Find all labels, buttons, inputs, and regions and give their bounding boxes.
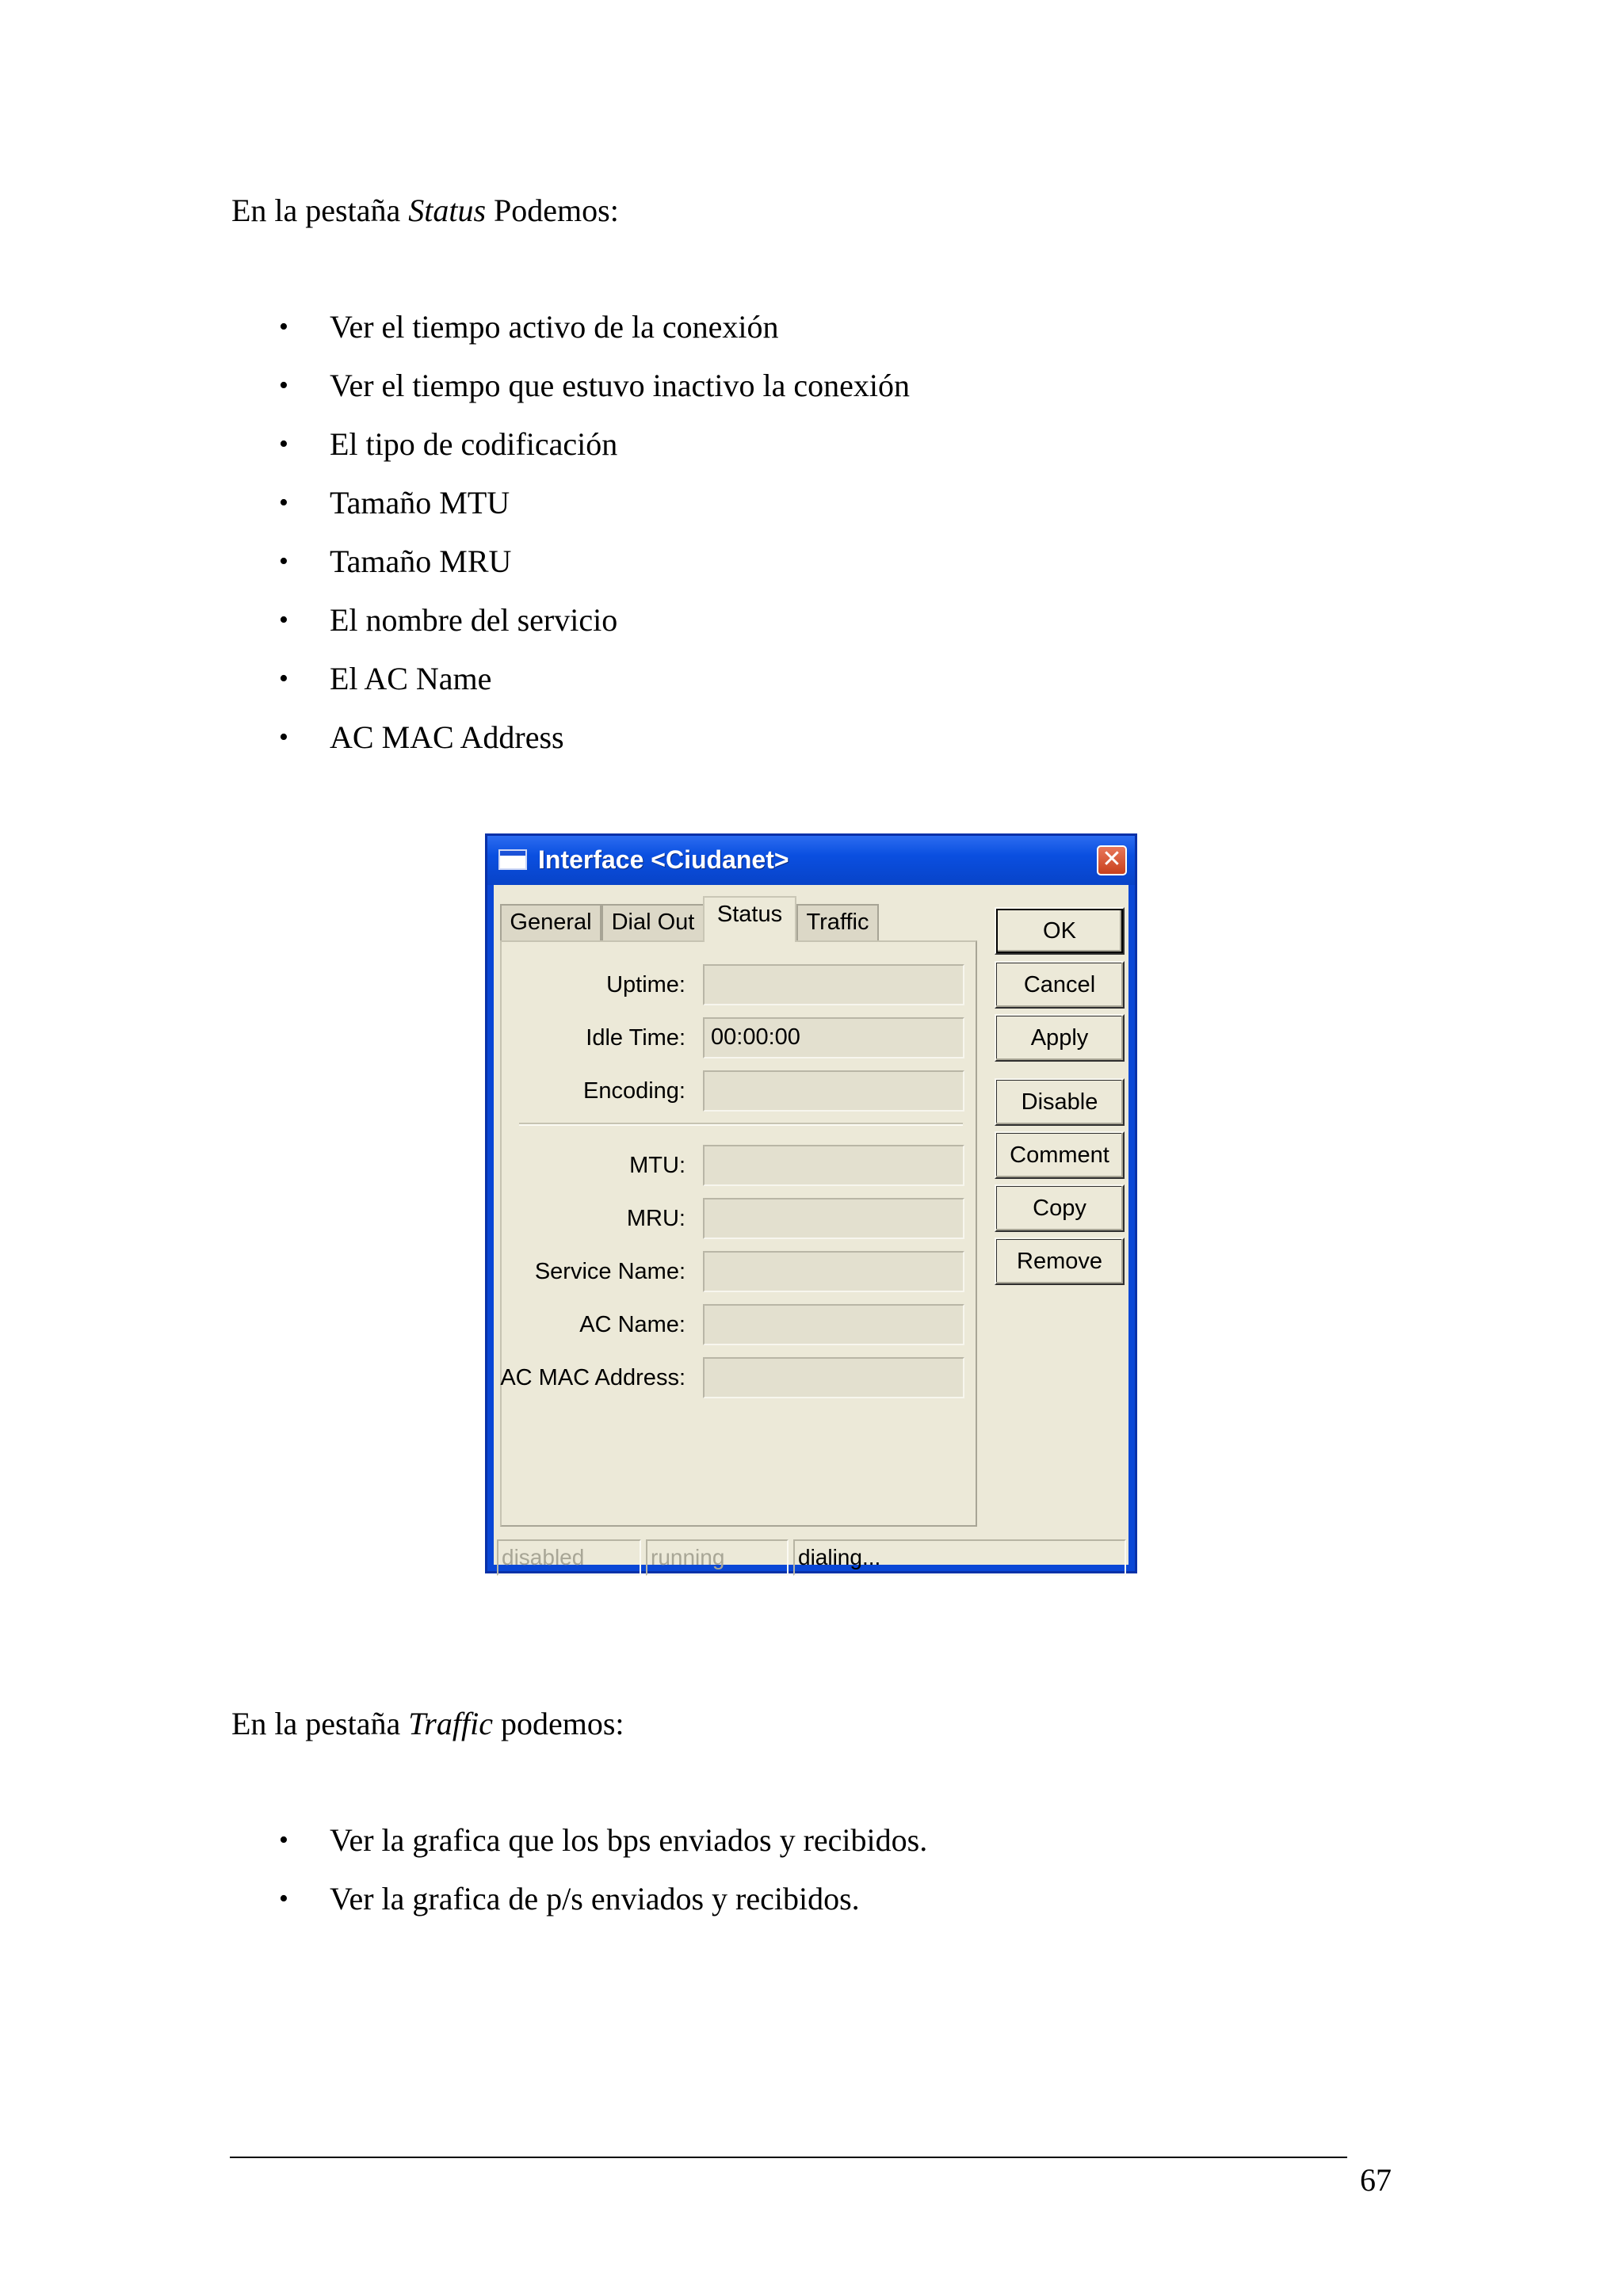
bullet-icon: •: [279, 664, 288, 693]
comment-button[interactable]: Comment: [995, 1131, 1125, 1179]
bullet-icon: •: [279, 547, 288, 576]
dialog-title: Interface <Ciudanet>: [538, 845, 789, 874]
cancel-button[interactable]: Cancel: [995, 961, 1125, 1009]
bullet-icon: •: [279, 1884, 288, 1913]
idle-time-label: Idle Time:: [586, 1025, 685, 1051]
status-tab-panel: [500, 940, 977, 1527]
bullet-icon: •: [279, 371, 288, 400]
encoding-field: [703, 1070, 964, 1112]
ac-mac-address-label: AC MAC Address:: [500, 1365, 685, 1390]
mru-field: [703, 1198, 964, 1239]
idle-time-field: 00:00:00: [703, 1017, 964, 1058]
status-intro: [231, 192, 619, 230]
tab-general[interactable]: General: [500, 904, 601, 940]
copy-button[interactable]: Copy: [995, 1184, 1125, 1232]
status-intro-emphasis: Status: [408, 193, 487, 228]
bullet-icon: •: [279, 312, 288, 341]
service-name-field: [703, 1251, 964, 1292]
bullet-icon: •: [279, 723, 288, 752]
list-item-text: Ver la grafica de p/s enviados y recibidos.: [330, 1881, 860, 1917]
encoding-label: Encoding:: [583, 1078, 685, 1104]
field-separator: [519, 1123, 963, 1126]
tab-dial-out[interactable]: Dial Out: [601, 904, 705, 940]
close-icon[interactable]: ✕: [1097, 845, 1127, 875]
ac-mac-address-field: [703, 1357, 964, 1398]
mtu-label: MTU:: [629, 1153, 685, 1178]
ok-button[interactable]: OK: [995, 907, 1125, 955]
apply-button[interactable]: Apply: [995, 1014, 1125, 1062]
ac-name-label: AC Name:: [579, 1312, 685, 1337]
page-number: 67: [1360, 2162, 1392, 2198]
ac-name-field: [703, 1304, 964, 1345]
traffic-intro-suffix: podemos:: [492, 1706, 624, 1741]
status-running: running: [646, 1539, 789, 1576]
dialog-client-area: [494, 885, 1128, 1569]
status-intro-suffix: Podemos:: [486, 193, 619, 228]
uptime-field: [703, 964, 964, 1005]
list-item-text: El tipo de codificación: [330, 426, 618, 462]
list-item-text: Ver el tiempo que estuvo inactivo la conexión: [330, 368, 911, 403]
window-icon: [498, 849, 527, 870]
tab-status[interactable]: Status: [703, 896, 796, 942]
footer-rule: [230, 2157, 1347, 2158]
service-name-label: Service Name:: [534, 1259, 685, 1284]
bullet-icon: •: [279, 1825, 288, 1855]
dialog-titlebar[interactable]: [487, 836, 1135, 885]
disable-button[interactable]: Disable: [995, 1078, 1125, 1126]
list-item-text: Tamaño MRU: [330, 543, 512, 579]
status-disabled: disabled: [497, 1539, 641, 1576]
list-item-text: El nombre del servicio: [330, 602, 618, 638]
bullet-icon: •: [279, 605, 288, 635]
list-item-text: El AC Name: [330, 661, 492, 696]
traffic-intro: [231, 1705, 624, 1743]
interface-dialog: [485, 833, 1137, 1573]
status-dialing: dialing...: [793, 1539, 1126, 1576]
list-item-text: Ver el tiempo activo de la conexión: [330, 309, 779, 345]
mtu-field: [703, 1145, 964, 1186]
list-item-text: AC MAC Address: [330, 719, 564, 755]
bullet-icon: •: [279, 488, 288, 517]
bullet-icon: •: [279, 429, 288, 459]
tab-traffic[interactable]: Traffic: [796, 904, 879, 940]
traffic-intro-emphasis: Traffic: [408, 1706, 493, 1741]
status-intro-prefix: En la pestaña: [231, 193, 409, 228]
traffic-intro-prefix: En la pestaña: [231, 1706, 409, 1741]
uptime-label: Uptime:: [606, 972, 685, 997]
mru-label: MRU:: [626, 1206, 685, 1231]
list-item-text: Ver la grafica que los bps enviados y recibidos.: [330, 1822, 928, 1858]
remove-button[interactable]: Remove: [995, 1238, 1125, 1285]
list-item-text: Tamaño MTU: [330, 485, 510, 521]
